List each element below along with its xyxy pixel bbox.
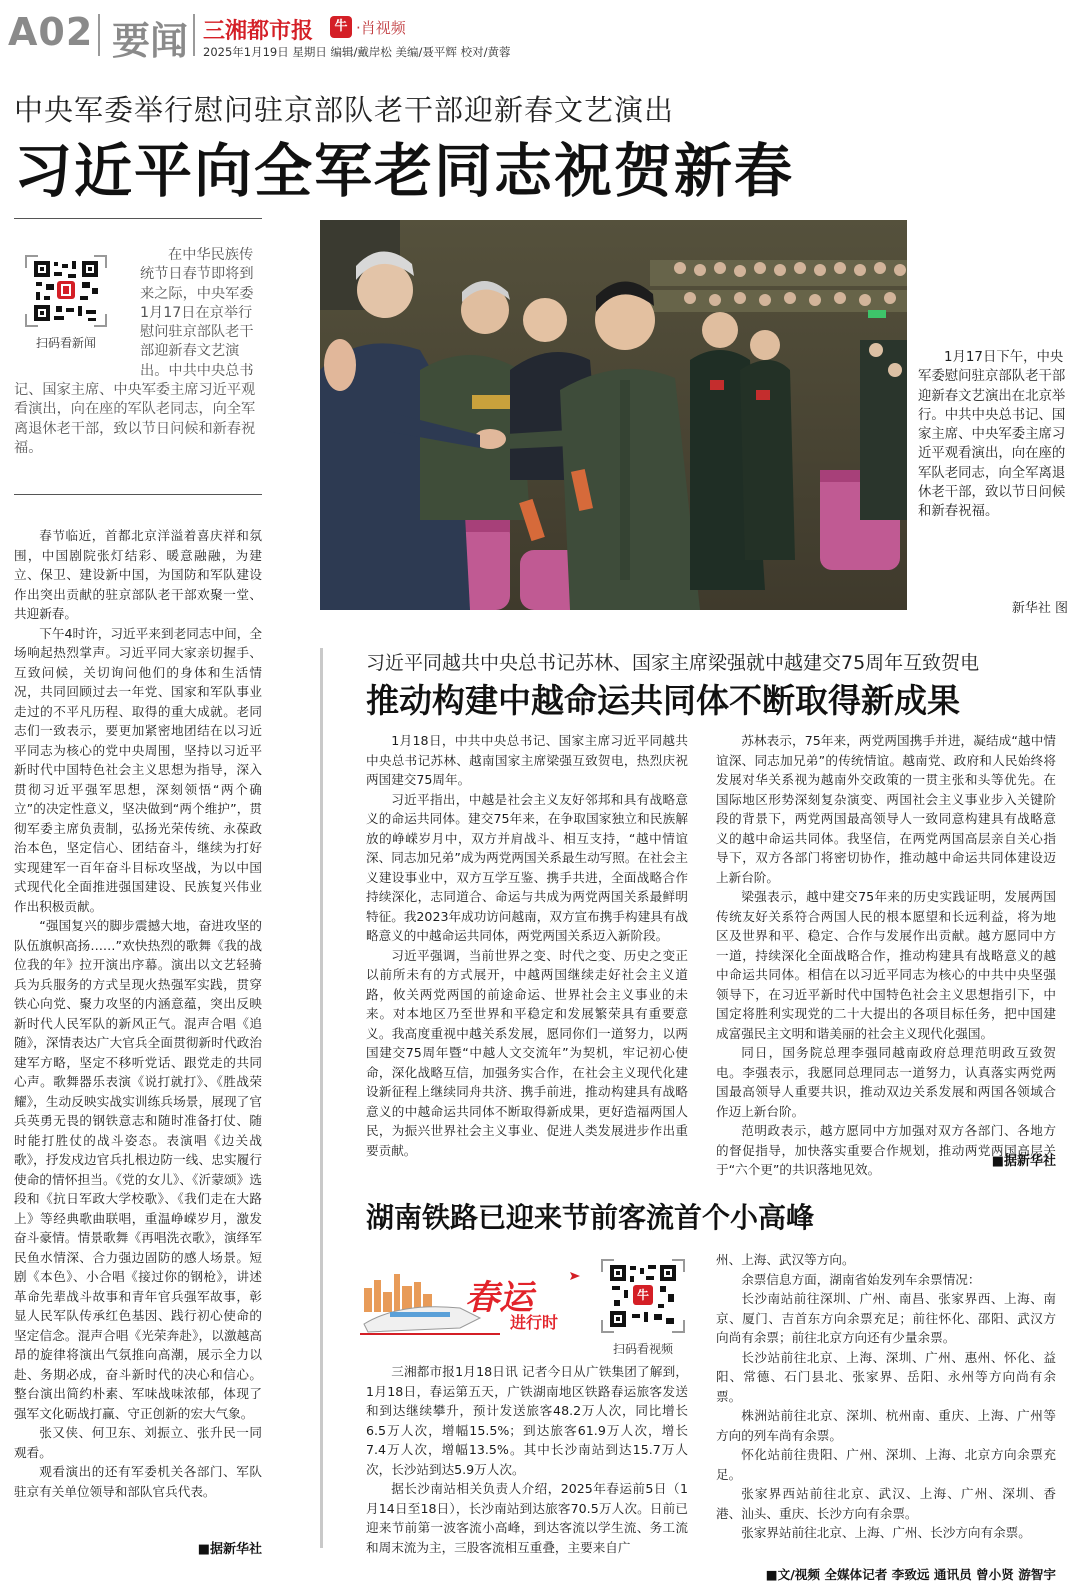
divider xyxy=(14,218,262,219)
news-photo xyxy=(320,220,907,610)
article3-paragraph: 据长沙南站相关负责人介绍，2025年春运前5日（1月14日至18日），长沙南站到达旅客70.5万人次。日前已迎来节前第一波客流小高峰，到达客流以学生流、务工流和周末流为主，三股客流相互重叠，主要来自广 xyxy=(366,1481,688,1555)
article3-paragraph: 三湘都市报1月18日讯 记者今日从广铁集团了解到，1月18日，春运第五天，广铁湖南地区铁路春运旅客发送和到达继续攀升，预计发送旅客48.2万人次，同比增长6.5万人次，增幅15.5%；到达旅客61.9万人次，增长7.4万人次，增幅13.5%。其中长沙南站到达15.7万人次，长沙站到达5.9万人次。 xyxy=(366,1364,688,1477)
lead-paragraph: “强国复兴的脚步震撼大地，奋进攻坚的队伍旗帜高扬……”欢快热烈的歌舞《我的战位我的年》拉开演出序幕。演出以文艺轻骑兵为兵服务的方式呈现火热强军实践，贯穿铁心向党、聚力攻坚的内涵意蕴，突出反映新时代人民军队的新风正气。混声合唱《追随》，深情表达广大官兵全面贯彻新时代政治建军方略，坚定不移听党话、跟党走的共同心声。歌舞器乐表演《说打就打》、《胜战荣耀》，生动反映实战实训练兵场景，展现了官兵英勇无畏的钢铁意志和随时准备打仗、随时能打胜仗的战斗姿态。表演唱《边关战歌》，抒发戍边官兵扎根边防一线、忠实履行使命的情怀担当。《党的女儿》、《沂蒙颂》选段和《抗日军政大学校歌》、《我们走在大路上》等经典歌曲联唱，重温峥嵘岁月，激发奋斗豪情。情景歌舞《再唱洗衣歌》，演绎军民鱼水情深、合力强边固防的感人场景。短剧《本色》、小合唱《接过你的钢枪》，讲述革命先辈战斗故事和青年官兵强军故事，彰显人民军队传承红色基因、践行初心使命的坚定信念。混声合唱《光荣奔赴》，以激越高昂的旋律将演出气氛推向高潮，展示全力以赴、务期必成，奋斗新时代的决心和信心。整台演出简约朴素、军味战味浓郁，体现了强军文化砺战打赢、守正创新的宏大气象。 xyxy=(14,918,262,1421)
photo-credit: 新华社 图 xyxy=(1011,601,1068,616)
header-divider xyxy=(98,14,100,56)
article2-paragraph: 1月18日，中共中央总书记、国家主席习近平同越共中央总书记苏林、越南国家主席梁强互致贺电，热烈庆祝两国建交75周年。 xyxy=(366,733,688,787)
section-name: 要闻 xyxy=(112,19,189,63)
article3-title: 湖南铁路已迎来节前客流首个小高峰 xyxy=(366,1201,815,1234)
lead-paragraph: 观看演出的还有军委机关各部门、军队驻京有关单位领导和部队官兵代表。 xyxy=(14,1464,262,1499)
article3-paragraph: 张家界西站前往北京、武汉、上海、广州、深圳、香港、汕头、重庆、长沙方向有余票。 xyxy=(716,1486,1056,1521)
brand-logo-icon: 牛 xyxy=(330,16,352,38)
news-photo-illustration xyxy=(320,220,907,610)
page-number: A02 xyxy=(8,10,94,54)
lead-source: ■据新华社 xyxy=(197,1542,262,1557)
lead-headline: 习近平向全军老同志祝贺新春 xyxy=(14,137,795,205)
lead-paragraph: 春节临近，首都北京洋溢着喜庆祥和氛围，中国剧院张灯结彩、暖意融融，为建立、保卫、建设新中国，为国防和军队建设作出突出贡献的驻京部队老干部欢聚一堂、共迎新春。 xyxy=(14,528,262,621)
qr-badge: 牛 xyxy=(636,1288,649,1302)
brand-video-label: ·肖视频 xyxy=(356,19,406,37)
divider xyxy=(14,494,262,495)
article3-paragraph: 怀化站前往贵阳、广州、深圳、上海、北京方向余票充足。 xyxy=(716,1447,1056,1482)
article2-col1 xyxy=(366,731,688,1161)
article2-paragraph: 苏林表示，75年来，两党两国携手并进，凝结成“越中情谊深、同志加兄弟”的传统情谊。越南党、政府和人民始终将发展对华关系视为越南外交政策的一贯主张和头等优先。在国际地区形势深刻复杂演变、两国社会主义事业步入关键阶段的背景下，两党两国最高领导人一致同意构建具有战略意义的越中命运共同体。我坚信，在两党两国高层亲自关心指导下，双方各部门将密切协作，推动越中命运共同体建设迈上新台阶。 xyxy=(716,733,1056,885)
article3-paragraph: 长沙南站前往深圳、广州、南昌、张家界西、上海、南京、厦门、吉首东方向余票充足；前往怀化、邵阳、武汉方向尚有余票；前往北京方向还有少量余票。 xyxy=(716,1291,1056,1345)
article3-paragraph: 株洲站前往北京、深圳、杭州南、重庆、上海、广州等方向的列车尚有余票。 xyxy=(716,1408,1056,1443)
article3-paragraph: 余票信息方面，湖南省始发列车余票情况： xyxy=(741,1271,981,1287)
article2-title: 推动构建中越命运共同体不断取得新成果 xyxy=(366,681,960,720)
intro-float-spacer xyxy=(14,246,140,366)
article3-col2 xyxy=(716,1250,1056,1540)
article3-paragraph: 长沙站前往北京、上海、深圳、广州、惠州、怀化、益阳、常德、石门县北、张家界、岳阳、永州等方向尚有余票。 xyxy=(716,1349,1056,1404)
article2-paragraph: 同日，国务院总理李强同越南政府总理范明政互致贺电。李强表示，我愿同总理同志一道努力，认真落实两党两国最高领导人重要共识，推动双边关系发展和两国各领域合作迈上新台阶。 xyxy=(716,1045,1056,1119)
article3-paragraph: 张家界站前往北京、上海、广州、长沙方向有余票。 xyxy=(741,1525,1031,1540)
newspaper-brand: 三湘都市报 xyxy=(203,18,314,44)
lead-body xyxy=(14,526,262,1536)
lead-intro xyxy=(14,246,262,458)
header-divider xyxy=(193,14,195,56)
article2-subtitle: 习近平同越共中央总书记苏林、国家主席梁强就中越建交75周年互致贺电 xyxy=(366,652,980,674)
article2-paragraph: 范明政表示，越方愿同中方加强对双方各部门、各地方的督促指导，加快落实重要合作规划，推动两党两国高层关于“六个更”的共识落地见效。 xyxy=(716,1123,1056,1177)
article3-paragraph: 州、上海、武汉等方向。 xyxy=(716,1252,855,1267)
qr-caption: 扫码看新闻 xyxy=(35,336,96,350)
article3-col1 xyxy=(366,1362,688,1588)
lead-paragraph: 张又侠、何卫东、刘振立、张升民一同观看。 xyxy=(14,1425,262,1460)
banner-small-text: 进行时 xyxy=(510,1313,559,1332)
article3-byline: ■文/视频 全媒体记者 李致远 通讯员 曾小贤 游智宇 xyxy=(765,1567,1056,1582)
article2-paragraph: 梁强表示，越中建交75年来的历史实践证明，发展两国传统友好关系符合两国人民的根本愿望和长远利益，将为地区及世界和平、稳定、合作与发展作出贡献。越方愿同中方一道，持续深化全面战略合作，推动构建具有战略意义的越中命运共同体。相信在以习近平同志为核心的中共中央坚强领导下，在习近平新时代中国特色社会主义思想指引下，中国定将胜利实现党的二十大提出的各项目标任务，把中国建成富强民主文明和谐美丽的社会主义现代化强国。 xyxy=(716,889,1056,1041)
photo-caption xyxy=(918,348,1068,522)
qr-caption: 扫码看视频 xyxy=(612,1342,673,1356)
lead-subtitle: 中央军委举行慰问驻京部队老干部迎新春文艺演出 xyxy=(14,93,675,127)
banner-big-text: 春运 xyxy=(465,1278,533,1318)
photo-caption-text: 1月17日下午，中央军委慰问驻京部队老干部迎新春文艺演出在北京举行。中共中央总书记、国家主席、中央军委主席习近平观看演出，向在座的军队老同志，向全军离退休老干部，致以节日问候和新春祝福。 xyxy=(918,350,1066,520)
intro-text: 在中华民族传统节日春节即将到来之际，中央军委1月17日在京举行慰问驻京部队老干部迎新春文艺演出。中共中央总书记、国家主席、中央军委主席习近平观看演出，向在座的军队老同志，向全军离退休老干部，致以节日问候和新春祝福。 xyxy=(14,247,256,456)
article2-paragraph: 习近平强调，当前世界之变、时代之变、历史之变正以前所未有的方式展开，中越两国继续走好社会主义道路，攸关两党两国的前途命运、世界社会主义事业的未来。对本地区乃至世界和平稳定和发展繁荣具有重要意义。我高度重视中越关系发展，愿同你们一道努力，以两国建交75周年暨“中越人文交流年”为契机，牢记初心使命，深化战略互信，加强务实合作，在社会主义现代化建设新征程上继续同舟共济、携手前进，推动构建具有战略意义的中越命运共同体不断取得新成果，更好造福两国人民，为振兴世界社会主义事业、促进人类发展进步作出重要贡献。 xyxy=(366,947,688,1158)
header-info: 2025年1月19日 星期日 编辑/戴岸松 美编/聂平辉 校对/黄蓉 xyxy=(203,45,511,59)
qr-code-video[interactable] xyxy=(598,1256,688,1356)
article2-source: ■据新华社 xyxy=(991,1154,1056,1169)
spring-travel-banner xyxy=(360,1262,595,1340)
article2-paragraph: 习近平指出，中越是社会主义友好邻邦和具有战略意义的命运共同体。建交75年来，在争取国家独立和民族解放的峥嵘岁月中，双方并肩战斗、相互支持，“越中情谊深、同志加兄弟”成为两党两国关系最生动写照。在社会主义建设事业中，双方互学互鉴、携手共进，全面战略合作持续深化，志同道合、命运与共成为两党两国关系最鲜明特征。我2023年成功访问越南，双方宣布携手构建具有战略意义的中越命运共同体，两党两国关系迈入新阶段。 xyxy=(366,791,688,943)
article-accent-bar xyxy=(320,648,323,1548)
page-header xyxy=(0,0,1080,68)
lead-paragraph: 下午4时许，习近平来到老同志中间，全场响起热烈掌声。习近平同大家亲切握手、互致问候，关切询问他们的身体和生活情况，共同回顾过去一年党、国家和军队事业走过的不平凡历程、取得的重大成就。老同志们一致表示，要更加紧密地团结在以习近平同志为核心的党中央周围，坚持以习近平新时代中国特色社会主义思想为指导，深入贯彻习近平强军思想，深刻领悟“两个确立”的决定性意义，坚决做到“两个维护”，贯彻军委主席负责制，弘扬光荣传统、永葆政治本色，坚定信心、团结奋斗，继续为打好实现建军一百年奋斗目标攻坚战，为以中国式现代化全面推进强国建设、民族复兴伟业作出积极贡献。 xyxy=(14,625,262,914)
